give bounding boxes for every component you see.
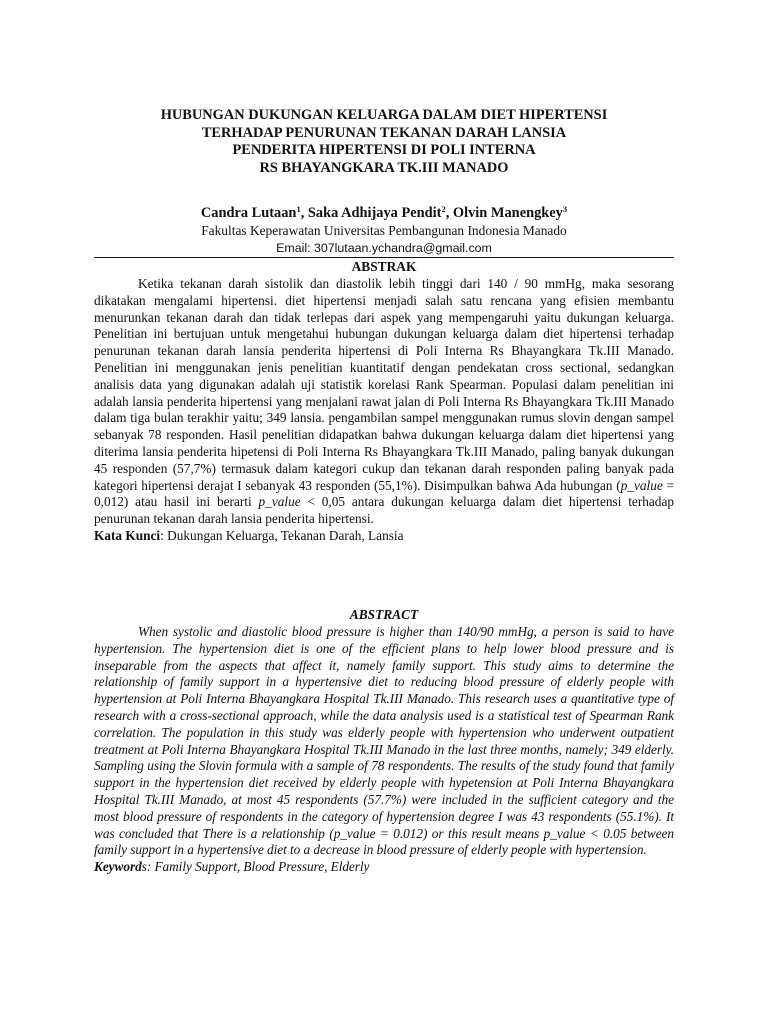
keywords-list: : Dukungan Keluarga, Tekanan Darah, Lansia — [160, 527, 404, 543]
pvalue-term: p_value — [258, 494, 301, 510]
author-separator: , — [300, 205, 308, 221]
abstract-paragraph: When systolic and diastolic blood pressure is higher than 140/90 mmHg, a person is said to have hypertension. The hypertension diet is one of the efficient plans to help lower blood pressure and is inseparable from the aspects that affect it, namely family support. This study aims to determine the relationship of family support in a hypertensive diet to reducing blood pressure of elderly people with hypertension at Poli Interna Bhayangkara Hospital Tk.III Manado. This research uses a quantitative type of research with a cross-sectional approach, while the data analysis used is a statistical test of Spearman Rank correlation. The population in this study was elderly people with hypertension who underwent outpatient treatment at Poli Interna Bhayangkara Hospital Tk.III Manado in the last three months, namely; 349 elderly. Sampling using the Slovin formula with a sample of 78 respondents. The results of the study found that family support in the hypertension diet received by elderly people with hypetension at Poli Interna Bhayangkara Hospital Tk.III Manado, at most 45 respondents (57.7%) were included in the sufficient category and the most blood pressure of respondents in the category of hypertension degree I was 43 respondents (55.1%). It was concluded that There is a relationship (p_value = 0.012) or this result means p_value < 0.05 between family support in a hypertensive diet to a decrease in blood pressure of elderly people with hypertension. — [94, 624, 674, 858]
title-line: HUBUNGAN DUKUNGAN KELUARGA DALAM DIET HIPERTENSI — [160, 107, 608, 123]
abstrak-keywords — [94, 528, 674, 545]
abstract-keywords — [94, 859, 674, 876]
paper-title — [94, 107, 674, 177]
abstract-section — [94, 624, 674, 876]
abstrak-section — [94, 276, 674, 545]
keywords-list: : Family Support, Blood Pressure, Elderly — [146, 859, 370, 875]
title-line: RS BHAYANGKARA TK.III MANADO — [259, 159, 509, 176]
author-affiliation-mark: 2 — [441, 204, 446, 214]
author-email: Email: 307lutaan.ychandra@gmail.com — [276, 241, 492, 255]
abstrak-text: = 0,012) atau hasil ini berarti — [94, 477, 675, 510]
author-separator: , — [445, 205, 453, 221]
abstrak-text: < 0,05 antara dukungan keluarga dalam diet hipertensi terhadap penurunan tekanan darah lansia penderita hipertensi. — [94, 494, 674, 527]
abstrak-paragraph — [94, 276, 674, 528]
keywords-label: Keyword — [94, 859, 142, 875]
author-affiliation-mark: 3 — [562, 204, 568, 214]
author-name: Candra Lutaan — [200, 205, 297, 221]
header-divider — [94, 257, 674, 258]
affiliation: Fakultas Keperawatan Universitas Pembangunan Indonesia Manado — [201, 223, 567, 238]
title-line: TERHADAP PENURUNAN TEKANAN DARAH LANSIA — [201, 124, 567, 141]
author-name: Saka Adhijaya Pendit — [307, 205, 442, 221]
abstrak-text: Ketika tekanan darah sistolik dan diastolik lebih tinggi dari 140 / 90 mmHg, maka sesorang dikatakan mengalami hipertensi. diet hipertensi menjadi salah satu rencana yang efisien membantu menurunkan tekanan darah dan tidak terlepas dari aspek yang mempengaruhi yaitu dukungan keluarga. Penelitian ini bertujuan untuk mengetahui hubungan dukungan keluarga dalam diet hipertensi terhadap penurunan tekanan darah lansia penderita hipertensi di Poli Interna Rs Bhayangkara Tk.III Manado. Penelitian ini menggunakan jenis penelitian kuantitatif dengan pendekatan cross sectional, sedangkan analisis data yang digunakan adalah uji statistik korelasi Rank Spearman. Populasi dalam penelitian ini adalah lansia penderita hipertensi yang menjalani rawat jalan di Poli Interna Rs Bhayangkara Tk.III Manado dalam tiga bulan terakhir yaitu; 349 lansia. pengambilan sampel menggunakan rumus slovin dengan sampel sebanyak 78 responden. Hasil penelitian didapatkan bahwa dukungan keluarga dalam diet hipertensi yang diterima lansia penderita hipetensi di Poli Interna Rs Bhayangkara Tk.III Manado, paling banyak dukungan 45 responden (57,7%) termasuk dalam kategori cukup dan tekanan darah responden paling banyak pada kategori hipertensi derajat I sebanyak 43 responden (55,1%). Disimpulkan bahwa Ada hubungan ( — [94, 276, 674, 493]
title-line: PENDERITA HIPERTENSI DI POLI INTERNA — [232, 142, 536, 159]
author-affiliation-mark: 1 — [296, 204, 301, 214]
abstract-heading: ABSTRACT — [349, 607, 419, 622]
pvalue-term: p_value — [620, 477, 663, 493]
author-list — [94, 205, 674, 222]
author-name: Olvin Manengkey — [452, 205, 563, 221]
abstrak-heading: ABSTRAK — [351, 259, 417, 274]
keywords-label: Kata Kunci — [94, 527, 161, 543]
keywords-label-suffix: s — [141, 859, 147, 875]
